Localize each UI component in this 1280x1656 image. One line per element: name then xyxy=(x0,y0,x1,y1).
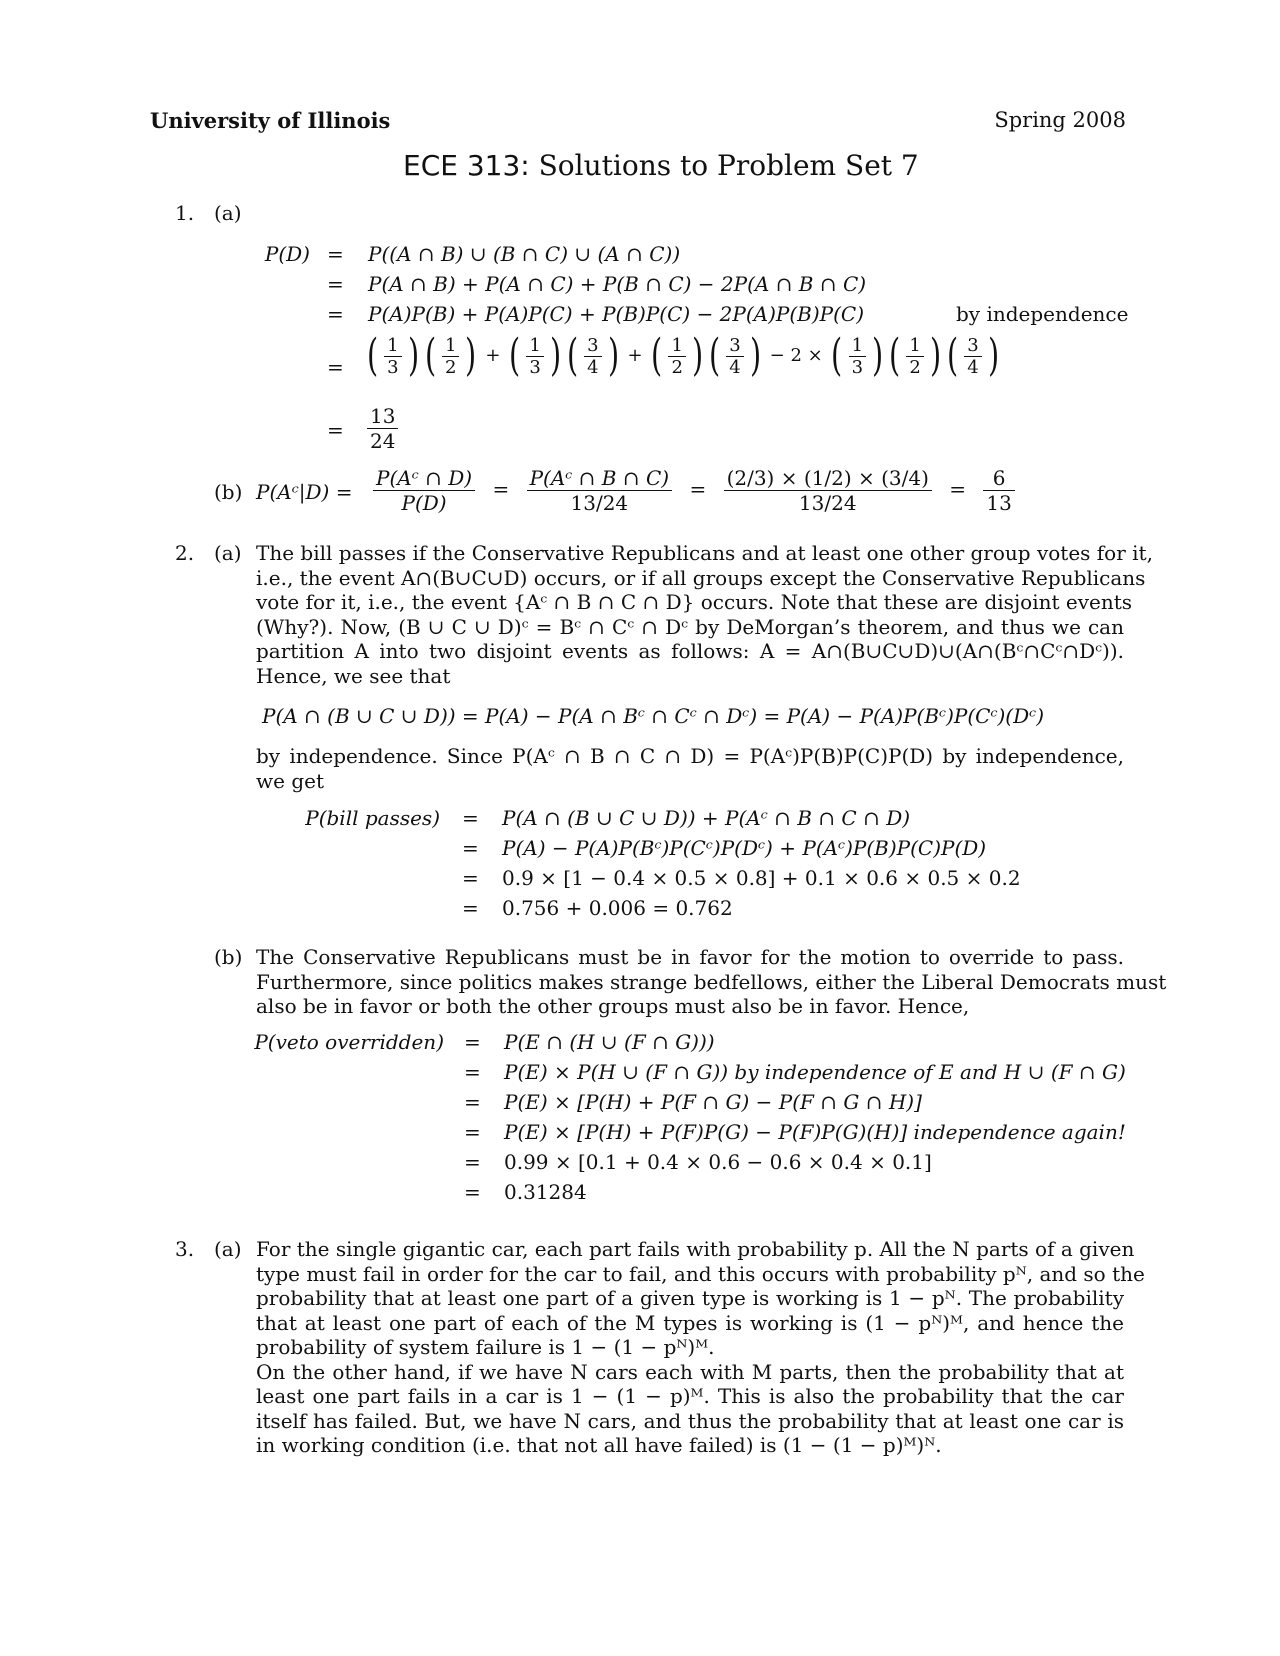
bill-eq-2: = xyxy=(462,836,479,860)
p1a-lhs: P(D) xyxy=(264,242,310,266)
p2b-paragraph: The Conservative Republicans must be in favor for the motion to override to pass. Furthermore, since politics makes strange bedfellows, either the Liberal Democrats must also be in favor or both the other groups must also be in favor. Hence, xyxy=(256,945,1167,1018)
p1a-eq-3: = xyxy=(327,302,344,326)
problem-2b-label: (b) xyxy=(214,945,243,969)
p3a-paragraph: For the single gigantic car, each part fails with probability p. All the N parts of a given type must fail in order for the car to fail, and this occurs with probability pᴺ, and so the probability that at least one part of a given type is working is 1 − pᴺ. The probability that at least one part of each of the M types is working is (1 − pᴺ)ᴹ, and hence the probability of system failure is 1 − (1 − pᴺ)ᴹ. On the other hand, if we have N cars each with M parts, then the probability that at least one part fails in a car is 1 − (1 − p)ᴹ. This is also the probability that the car itself has failed. But, we have N cars, and thus the probability that at least one car is in working condition (i.e. that not all have failed) is (1 − (1 − p)ᴹ)ᴺ. xyxy=(256,1237,1145,1457)
problem-1a-label: (a) xyxy=(214,201,242,225)
problem-1-number: 1. xyxy=(175,201,195,225)
bill-eq-3: = xyxy=(462,866,479,890)
page-title xyxy=(403,149,919,182)
p1a-line-2: P(A ∩ B) + P(A ∩ C) + P(B ∩ C) − 2P(A ∩ B ∩ C) xyxy=(368,272,867,296)
p2a-paragraph: The bill passes if the Conservative Republicans and at least one other group votes for it, i.e., the event A∩(B∪C∪D) occurs, or if all groups except the Conservative Republicans vote for it, i.e., the event {Aᶜ ∩ B ∩ C ∩ D} occurs. Note that these are disjoint events (Why?). Now, (B ∪ C ∪ D)ᶜ = Bᶜ ∩ Cᶜ ∩ Dᶜ by DeMorgan’s theorem, and thus we can partition A into two disjoint events as follows: A = A∩(B∪C∪D)∪(A∩(Bᶜ∩Cᶜ∩Dᶜ)). Hence, we see that xyxy=(256,541,1153,688)
veto-eq-6: = xyxy=(464,1180,481,1204)
veto-eq-4: = xyxy=(464,1120,481,1144)
veto-row-2: P(E) × P(H ∪ (F ∩ G)) by independence of E and H ∪ (F ∩ G) xyxy=(504,1060,1126,1084)
title-text: Solutions to Problem Set 7 xyxy=(538,149,919,182)
p1b-chain: $\frac{\text{P(Aᶜ ∩ D)}}{P(D)}$ = $\frac{\text{P(Aᶜ ∩ B ∩ C)}}{13/24}$ = $\frac{(2/3) \times (1/2) \times (3/4)}{13/24}$ = $\frac{6}{13}$ xyxy=(370,466,1018,515)
bill-row-3: 0.9 × [1 − 0.4 × 0.5 × 0.8] + 0.1 × 0.6 × 0.5 × 0.2 xyxy=(502,866,1021,890)
p2a-after-paragraph: by independence. Since P(Aᶜ ∩ B ∩ C ∩ D) = P(Aᶜ)P(B)P(C)P(D) by independence, we get xyxy=(256,744,1124,793)
bill-lhs: P(bill passes) xyxy=(305,806,440,830)
problem-3a-label: (a) xyxy=(214,1237,242,1261)
course-code: ECE 313: xyxy=(403,149,530,182)
veto-row-4: P(E) × [P(H) + P(F)P(G) − P(F)P(G)(H)] independence again! xyxy=(504,1120,1126,1144)
veto-row-5: 0.99 × [0.1 + 0.4 × 0.6 − 0.6 × 0.4 × 0.1] xyxy=(504,1150,932,1174)
p1a-line-3: P(A)P(B) + P(A)P(C) + P(B)P(C) − 2P(A)P(B)P(C) xyxy=(368,302,865,326)
p1a-line-4: ( $\frac{1}{3}$ ) ( $\frac{1}{2}$ ) + ( $\frac{1}{3}$ ) ( $\frac{3}{4}$ ) + ( $\frac{1}{2}$ ) ( $\frac{3}{4}$ ) − 2 × ( $\frac{1}{3}$ ) ( $\frac{1}{2}$ ) ( $\frac{3}{4}$ ) xyxy=(367,330,999,381)
bill-eq-1: = xyxy=(462,806,479,830)
p2a-display-equation: P(A ∩ (B ∪ C ∪ D)) = P(A) − P(A ∩ Bᶜ ∩ Cᶜ ∩ Dᶜ) = P(A) − P(A)P(Bᶜ)P(Cᶜ)(Dᶜ) xyxy=(262,704,1045,728)
term-label: Spring 2008 xyxy=(994,108,1126,132)
p1a-eq-1: = xyxy=(327,242,344,266)
veto-row-6: 0.31284 xyxy=(504,1180,587,1204)
bill-row-1: P(A ∩ (B ∪ C ∪ D)) + P(Aᶜ ∩ B ∩ C ∩ D) xyxy=(502,806,911,830)
veto-eq-3: = xyxy=(464,1090,481,1114)
p1a-eq-2: = xyxy=(327,272,344,296)
p1a-line-1: P((A ∩ B) ∪ (B ∩ C) ∪ (A ∩ C)) xyxy=(368,242,681,266)
p1a-eq-4: = xyxy=(327,355,344,379)
veto-eq-5: = xyxy=(464,1150,481,1174)
p1a-result: $\frac{13}{24}$ xyxy=(364,404,401,453)
problem-3-number: 3. xyxy=(175,1237,195,1261)
veto-lhs: P(veto overridden) xyxy=(254,1030,444,1054)
problem-2a-label: (a) xyxy=(214,541,242,565)
p1b-lhs: P(Aᶜ|D) = xyxy=(256,480,353,504)
veto-eq-2: = xyxy=(464,1060,481,1084)
institution-name: University of Illinois xyxy=(150,108,391,133)
p1a-eq-5: = xyxy=(327,418,344,442)
veto-row-1: P(E ∩ (H ∪ (F ∩ G))) xyxy=(504,1030,715,1054)
bill-row-4: 0.756 + 0.006 = 0.762 xyxy=(502,896,733,920)
p1a-line-3-note: by independence xyxy=(956,302,1129,326)
veto-row-3: P(E) × [P(H) + P(F ∩ G) − P(F ∩ G ∩ H)] xyxy=(504,1090,922,1114)
veto-eq-1: = xyxy=(464,1030,481,1054)
bill-row-2: P(A) − P(A)P(Bᶜ)P(Cᶜ)P(Dᶜ) + P(Aᶜ)P(B)P(C)P(D) xyxy=(502,836,987,860)
problem-1b-label: (b) xyxy=(214,480,243,504)
bill-eq-4: = xyxy=(462,896,479,920)
problem-2-number: 2. xyxy=(175,541,195,565)
